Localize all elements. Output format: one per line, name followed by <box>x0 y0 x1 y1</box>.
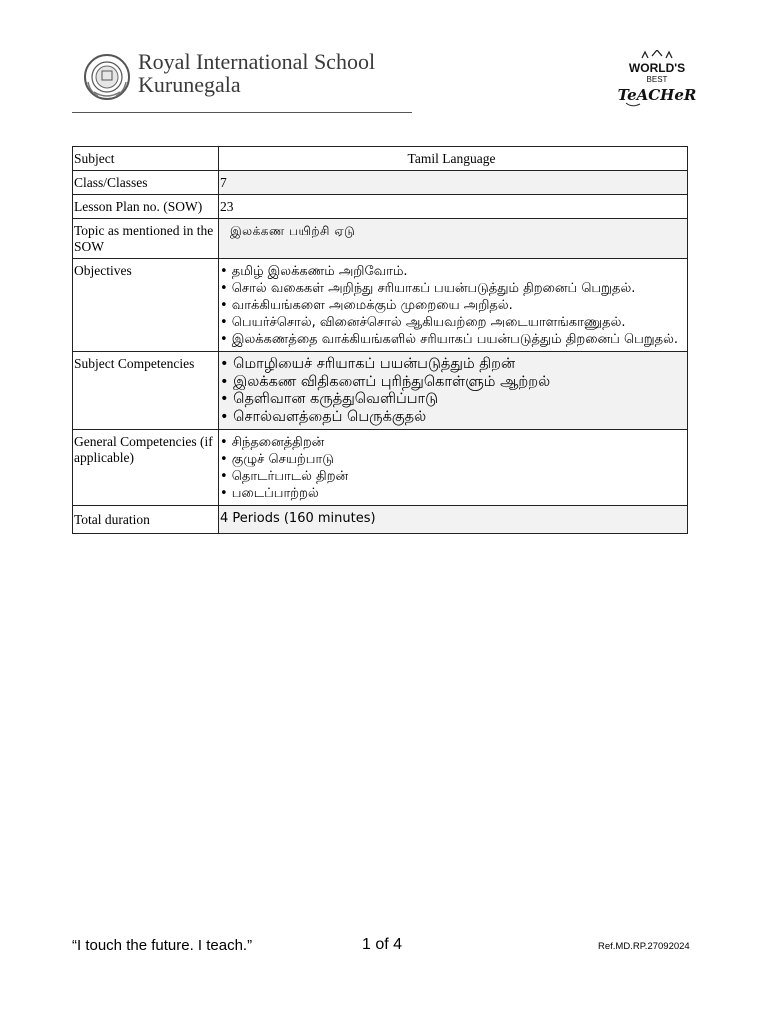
school-name-line1: Royal International School <box>138 49 376 74</box>
table-row-objectives <box>73 259 688 352</box>
subject-competency-item: • மொழியைச் சரியாகப் பயன்படுத்தும் திறன் <box>220 356 516 372</box>
table-row-subject-competencies <box>73 352 688 430</box>
objective-item: • சொல் வகைகள் அறிந்து சரியாகப் பயன்படுத்தும் திறனைப் பெறுதல். <box>220 281 636 296</box>
subject-competencies-label: Subject Competencies <box>73 352 219 430</box>
badge-line3: TeACHeR <box>618 86 696 104</box>
footer-quote: “I touch the future. I teach.” <box>72 937 253 954</box>
lesson-value: 23 <box>219 195 688 219</box>
document-header <box>72 44 712 124</box>
topic-value-cell <box>219 219 688 259</box>
general-competency-item: • குழுச் செயற்பாடு <box>220 452 334 467</box>
school-seal-logo <box>82 52 132 102</box>
class-label: Class/Classes <box>73 171 219 195</box>
general-competency-item: • படைப்பாற்றல் <box>220 486 319 501</box>
lesson-label: Lesson Plan no. (SOW) <box>73 195 219 219</box>
subject-value: Tamil Language <box>219 147 688 171</box>
table-row-subject <box>73 147 688 171</box>
badge-line2: BEST <box>646 75 668 84</box>
subject-competencies-list <box>219 352 688 430</box>
general-competency-item: • தொடர்பாடல் திறன் <box>220 469 349 484</box>
subject-competency-item: • சொல்வளத்தைப் பெருக்குதல் <box>220 408 427 425</box>
subject-competency-item: • இலக்கண விதிகளைப் புரிந்துகொள்ளும் ஆற்றல் <box>220 373 551 390</box>
objective-item: • தமிழ் இலக்கணம் அறிவோம். <box>220 264 408 279</box>
general-competencies-list <box>219 430 688 506</box>
lesson-plan-table <box>72 146 688 534</box>
objectives-label: Objectives <box>73 259 219 352</box>
objective-item: • வாக்கியங்களை அமைக்கும் முறையை அறிதல். <box>220 298 513 313</box>
table-row-lesson <box>73 195 688 219</box>
school-name <box>138 50 375 96</box>
school-name-line2: Kurunegala <box>138 72 241 97</box>
subject-competency-item: • தெளிவான கருத்துவெளிப்பாடு <box>220 391 439 407</box>
general-competency-item: • சிந்தனைத்திறன் <box>220 435 325 450</box>
objective-item: • இலக்கணத்தை வாக்கியங்களில் சரியாகப் பயன்படுத்தும் திறனைப் பெறுதல். <box>220 332 679 347</box>
worlds-best-teacher-badge <box>618 50 696 112</box>
header-divider <box>72 112 412 113</box>
table-row-class <box>73 171 688 195</box>
objectives-list <box>219 259 688 352</box>
badge-line1: WORLD'S <box>628 61 686 75</box>
subject-label: Subject <box>73 147 219 171</box>
topic-value: இலக்கண பயிற்சி ஏடு <box>230 224 356 238</box>
page-number: 1 of 4 <box>362 936 403 953</box>
general-competencies-label: General Competencies (if applicable) <box>73 430 219 506</box>
class-value: 7 <box>219 171 688 195</box>
duration-label: Total duration <box>73 506 219 534</box>
table-row-topic <box>73 219 688 259</box>
objective-item: • பெயர்ச்சொல், வினைச்சொல் ஆகியவற்றை அடையாளங்காணுதல். <box>220 315 626 330</box>
duration-value: 4 Periods (160 minutes) <box>219 506 688 534</box>
topic-label: Topic as mentioned in the SOW <box>73 219 219 259</box>
table-row-duration <box>73 506 688 534</box>
document-reference: Ref.MD.RP.27092024 <box>598 941 690 952</box>
table-row-general-competencies <box>73 430 688 506</box>
